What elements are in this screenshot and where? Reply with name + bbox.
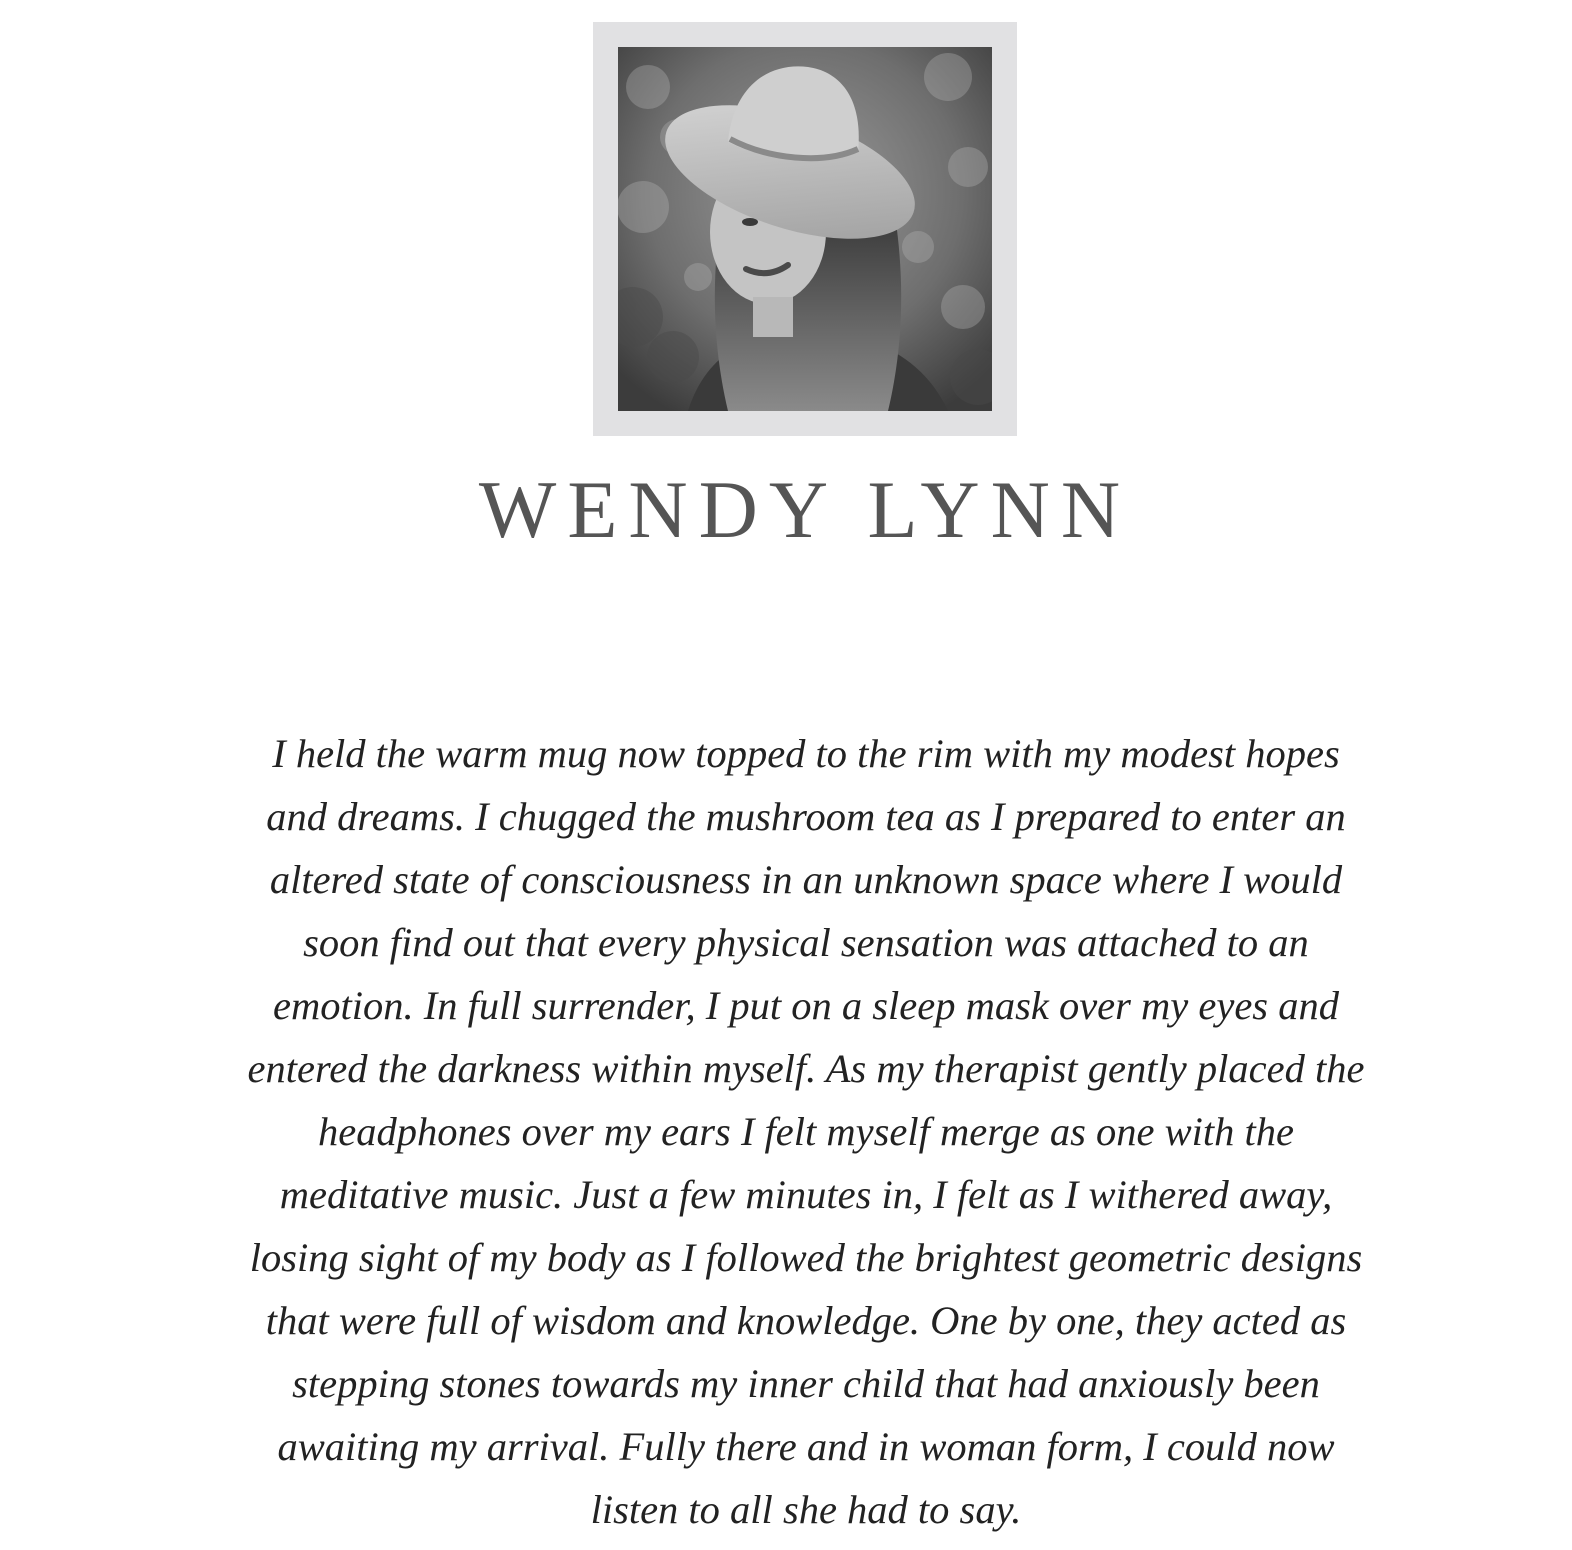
author-name: WENDY LYNN [478, 464, 1132, 555]
author-photo-frame [593, 22, 1017, 436]
story-text: I held the warm mug now topped to the rim with my modest hopes and dreams. I chugged the mushroom tea as I prepared to enter an altered state of consciousness in an unknown space where I would soon find out that every physical sensation was attached to an emotion. In full surrender, I put on a sleep mask over my eyes and entered the darkness within myself. As my therapist gently placed the headphones over my ears I felt myself merge as one with the meditative music. Just a few minutes in, I felt as I withered away, losing sight of my body as I followed the brightest geometric designs that were full of wisdom and knowledge. One by one, they acted as stepping stones towards my inner child that had anxiously been awaiting my arrival. Fully there and in woman form, I could now listen to all she had to say. [247, 731, 1365, 1532]
portrait-photo-icon [618, 47, 992, 411]
author-photo [618, 47, 992, 411]
